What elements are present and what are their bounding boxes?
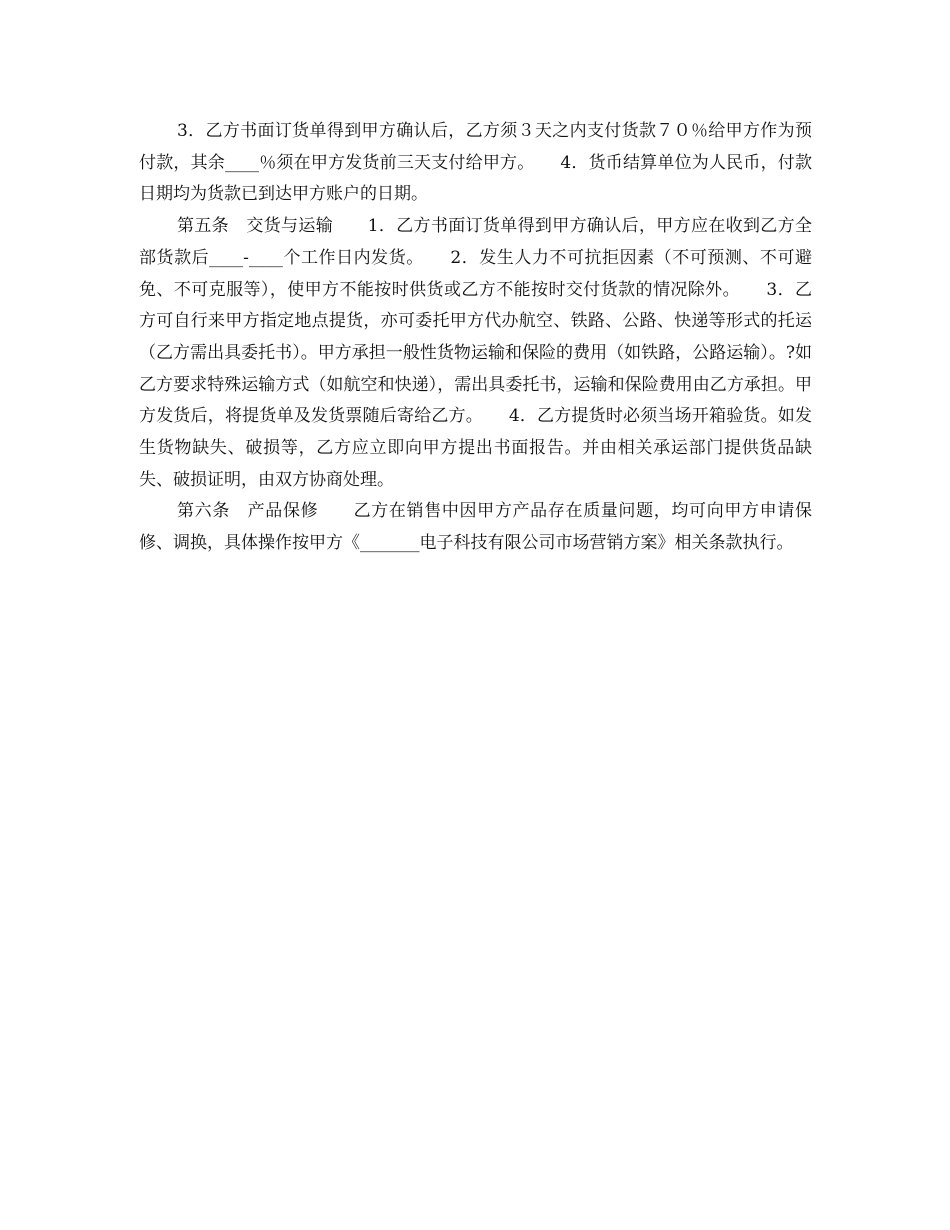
paragraph-article-6-warranty: 第六条 产品保修 乙方在销售中因甲方产品存在质量问题，均可向甲方申请保修、调换，具体操作按甲方《_______电子科技有限公司市场营销方案》相关条款执行。 xyxy=(139,501,812,554)
paragraph-article-5-delivery: 第五条 交货与运输 1．乙方书面订货单得到甲方确认后，甲方应在收到乙方全部货款后____-____个工作日内发货。 2．发生人力不可抗拒因素（不可预测、不可避免、不可克服等），使甲方不能按时供货或乙方不能按时交付货款的情况除外。 3．乙方可自行来甲方指定地点提货，亦可委托甲方代办航空、铁路、公路、快递等形式的托运（乙方需出具委托书）。甲方承担一般性货物运输和保险的费用（如铁路，公路运输）。?如乙方要求特殊运输方式（如航空和快递），需出具委托书，运输和保险费用由乙方承担。甲方发货后，将提货单及发货票随后寄给乙方。 4．乙方提货时必须当场开箱验货。如发生货物缺失、破损等，乙方应立即向甲方提出书面报告。并由相关承运部门提供货品缺失、破损证明，由双方协商处理。 xyxy=(139,216,812,490)
paragraph-payment-terms: 3．乙方书面订货单得到甲方确认后，乙方须３天之内支付货款７０％给甲方作为预付款，其余____％须在甲方发货前三天支付给甲方。 4．货币结算单位为人民币，付款日期均为货款已到达甲方账户的日期。 xyxy=(139,121,812,205)
document-body xyxy=(139,116,812,560)
